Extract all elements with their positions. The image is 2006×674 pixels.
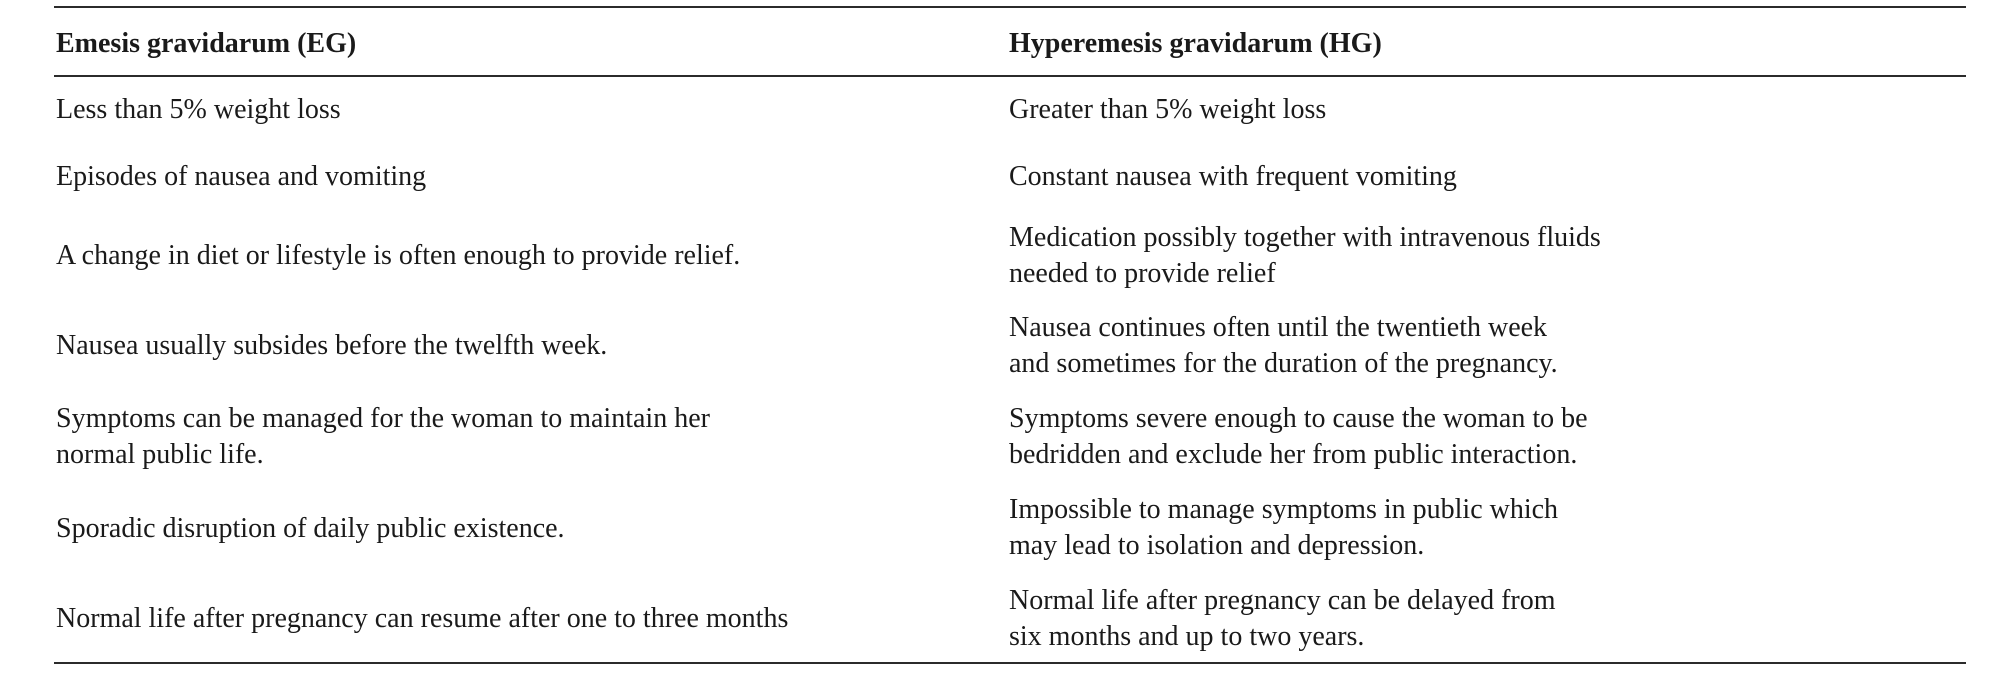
- table-cell-hg: bedridden and exclude her from public interaction.: [1009, 439, 1578, 470]
- table-cell-hg: may lead to isolation and depression.: [1009, 530, 1425, 561]
- table-cell-eg: Episodes of nausea and vomiting: [56, 161, 427, 192]
- table-cell-hg: Normal life after pregnancy can be delayed from: [1009, 585, 1556, 616]
- table-cell-eg: normal public life.: [56, 439, 264, 470]
- table-cell-hg: Symptoms severe enough to cause the woman to be: [1009, 403, 1588, 434]
- table-cell-eg: A change in diet or lifestyle is often enough to provide relief.: [56, 240, 741, 271]
- header-eg: Emesis gravidarum (EG): [56, 28, 357, 59]
- table-cell-eg: Symptoms can be managed for the woman to maintain her: [56, 403, 710, 434]
- table-cell-hg: Nausea continues often until the twentieth week: [1009, 312, 1548, 343]
- table-cell-eg: Less than 5% weight loss: [56, 94, 341, 125]
- table-cell-hg: six months and up to two years.: [1009, 621, 1365, 652]
- header-hg: Hyperemesis gravidarum (HG): [1009, 28, 1382, 59]
- table-cell-hg: Constant nausea with frequent vomiting: [1009, 161, 1457, 192]
- table-top-rule: [54, 6, 1966, 8]
- table-cell-eg: Normal life after pregnancy can resume after one to three months: [56, 603, 789, 634]
- table-cell-hg: needed to provide relief: [1009, 258, 1276, 289]
- table-cell-eg: Sporadic disruption of daily public existence.: [56, 513, 565, 544]
- table-cell-hg: Impossible to manage symptoms in public which: [1009, 494, 1559, 525]
- table-bottom-rule: [54, 662, 1966, 664]
- table-cell-eg: Nausea usually subsides before the twelfth week.: [56, 330, 608, 361]
- table-header-rule: [54, 75, 1966, 77]
- table-cell-hg: and sometimes for the duration of the pregnancy.: [1009, 348, 1558, 379]
- table-cell-hg: Greater than 5% weight loss: [1009, 94, 1327, 125]
- table-cell-hg: Medication possibly together with intravenous fluids: [1009, 222, 1601, 253]
